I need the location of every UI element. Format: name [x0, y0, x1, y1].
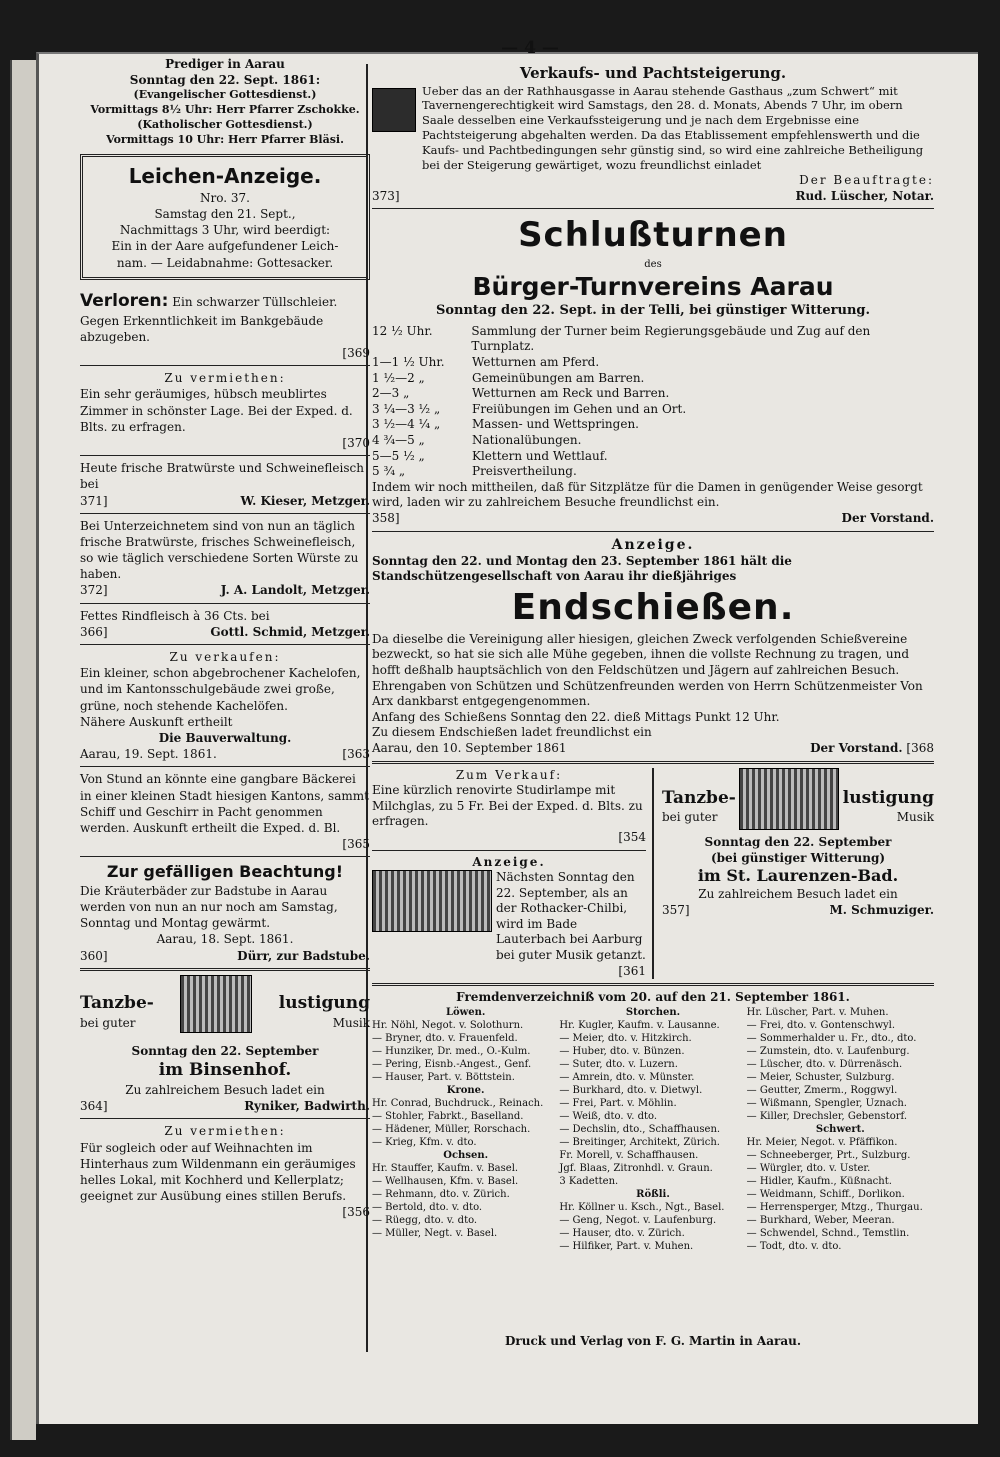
tanz-heading-a: Tanzbe-	[80, 993, 154, 1014]
guest-entry: Hr. Kugler, Kaufm. v. Lausanne.	[559, 1019, 720, 1031]
guest-entry: — Hilfiker, Part. v. Muhen.	[559, 1240, 694, 1252]
prediger-title: Prediger in Aarau	[165, 57, 285, 71]
schedule-row	[372, 449, 934, 465]
ad-signature: Rud. Lüscher, Notar.	[795, 188, 934, 203]
guest-entry: — Bertold, dto. v. dto.	[372, 1201, 483, 1213]
guest-entry: — Herrensperger, Mtzg., Thurgau.	[746, 1201, 923, 1213]
anzeige2-heading: Anzeige.	[472, 854, 546, 869]
guest-entry: — Wißmann, Spengler, Uznach.	[746, 1097, 907, 1109]
ad-number: [361	[618, 963, 646, 978]
anzeige2-ad	[372, 870, 646, 964]
verkaufen-ad	[80, 649, 370, 762]
small-ads-column	[372, 768, 654, 980]
ad-number: [356	[342, 1205, 370, 1220]
schedule-time: 5 ¾ „	[372, 464, 406, 479]
ad-text: Ueber das an der Rathhausgasse in Aarau stehende Gasthaus „zum Schwert“ mit Tavernengerechtigkeit wird Samstags, den 28. d. Monats, Abends 7 Uhr, im obern Saale desselben eine Verkaufssteigerung und je nach dem Ergebnisse eine Pachtsteigerung abgehalten werden. Da das Etablissement empfehlenswerth und die Kaufs- und Pachtbedingungen sehr günstig sind, so wird eine zahlreiche Betheiligung bei der Steigerung gewärtiget, wozu freundlichst einladet	[422, 83, 924, 173]
schedule-desc: Sammlung der Turner beim Regierungsgebäude und Zug auf den Turnplatz.	[471, 323, 871, 354]
ad-text: Von Stund an könnte eine gangbare Bäckerei in einer kleinen Stadt hiesigen Kantons, sammt Schiff und Geschirr in Pacht genommen werden. Auskunft ertheilt die Exped. d. Bl.	[80, 772, 369, 835]
ad-text: Fettes Rindfleisch à 36 Cts. bei	[80, 608, 270, 623]
schedule-desc: Gemeinübungen am Barren.	[472, 370, 645, 385]
ad-number: [370	[342, 435, 370, 450]
guest-entry: Hr. Köllner u. Ksch., Ngt., Basel.	[559, 1201, 725, 1213]
ad-number: 373]	[372, 188, 400, 203]
schedule-desc: Massen- und Wettspringen.	[472, 417, 639, 432]
tanz-invite: Zu zahlreichem Besuch ladet ein	[125, 1083, 325, 1098]
guest-entry: — Schwendel, Schnd., Temstlin.	[746, 1227, 910, 1239]
divider	[80, 1118, 370, 1119]
verloren-heading: Verloren:	[80, 290, 169, 311]
ad-text: Nächsten Sonntag den 22. September, als an der Rothacker-Chilbi, wird im Bade Lauterbach bei Aarburg bei guter Musik getanzt.	[496, 870, 646, 963]
guest-entry: Storchen.	[625, 1006, 681, 1018]
ad-text: Da dieselbe die Vereinigung aller hiesigen, gleichen Zweck verfolgenden Schießvereine bezweckt, so hat sie sich alle Mühe gegeben, ihnen die vollste Rechnung zu tragen, und hofft deßhalb hauptsächlich von den Feldschützen und Jägern auf zahlreichen Besuch.	[372, 631, 909, 677]
left-column	[80, 56, 370, 1221]
schedule-desc: Klettern und Wettlauf.	[472, 448, 608, 463]
schedule-row	[372, 417, 934, 433]
guest-entry: — Meier, Schuster, Sulzburg.	[746, 1071, 895, 1083]
guest-entry: — Breitinger, Architekt, Zürich.	[559, 1136, 720, 1148]
tanz2-heading-b: lustigung	[842, 788, 934, 809]
right-column	[372, 64, 934, 1253]
verloren-ad	[80, 290, 370, 362]
leichen-line: Nachmittags 3 Uhr, wird beerdigt:	[119, 223, 331, 238]
leichen-line: Samstag den 21. Sept.,	[154, 206, 296, 221]
schedule-row	[372, 386, 934, 402]
ad-date: Aarau, 18. Sept. 1861.	[156, 932, 294, 947]
tanz-ad-left	[80, 975, 370, 1115]
verkauf-ad	[372, 84, 934, 174]
tanz2-heading-a: Tanzbe-	[662, 788, 736, 809]
guest-entry: — Schneeberger, Prt., Sulzburg.	[746, 1149, 911, 1161]
two-column-ads	[372, 768, 934, 980]
guest-entry: — Frei, Part. v. Möhlin.	[559, 1097, 677, 1109]
page-number: — 4 —	[501, 38, 559, 58]
guest-entry: — Hunziker, Dr. med., O.-Kulm.	[372, 1045, 531, 1057]
guest-entry: — Suter, dto. v. Luzern.	[559, 1058, 678, 1070]
guest-entry: Krone.	[446, 1084, 485, 1096]
guest-entry: — Amrein, dto. v. Münster.	[559, 1071, 695, 1083]
dance-scene-illustration	[372, 870, 492, 932]
guest-entry: — Lüscher, dto. v. Dürrenäsch.	[746, 1058, 903, 1070]
ad-text: Ehrengaben von Schützen und Schützenfreunden werden von Herrn Schützenmeister Von Arx dankbarst entgegengenommen.	[372, 678, 923, 709]
leichen-title: Leichen-Anzeige.	[128, 163, 322, 188]
ad-signature: Die Bauverwaltung.	[158, 730, 292, 745]
baeckerei-ad	[80, 771, 370, 852]
ad-number: [369	[342, 346, 370, 360]
verkauf-heading: Verkaufs- und Pachtsteigerung.	[519, 64, 787, 82]
guest-entry: — Würgler, dto. v. Uster.	[746, 1162, 871, 1174]
tanz2-weather: (bei günstiger Witterung)	[710, 850, 886, 865]
divider	[80, 968, 370, 971]
imprint: Druck und Verlag von F. G. Martin in Aarau.	[505, 1334, 801, 1348]
divider	[372, 531, 934, 532]
prediger-line: Vormittags 10 Uhr: Herr Pfarrer Bläsi.	[106, 132, 344, 146]
ad-number: 371]	[80, 493, 108, 508]
schedule-row	[372, 371, 934, 387]
divider	[80, 365, 370, 366]
schedule	[372, 324, 934, 480]
divider	[372, 208, 934, 209]
guest-entry: — Hidler, Kaufm., Küßnacht.	[746, 1175, 892, 1187]
ad-signature: Der Vorstand.	[810, 740, 903, 755]
prediger-line: Vormittags 8½ Uhr: Herr Pfarrer Zschokke.	[90, 103, 360, 117]
ad-text: Eine kürzlich renovirte Studirlampe mit Milchglas, zu 5 Fr. Bei der Exped. d. Blts. zu erfragen.	[372, 783, 643, 829]
schedule-time: 5—5 ½ „	[372, 448, 425, 463]
tanz2-place: im St. Laurenzen-Bad.	[697, 866, 899, 886]
schluss-des: des	[644, 258, 662, 270]
ad-text: Bei Unterzeichnetem sind von nun an täglich frische Bratwürste, frisches Schweinefleisch, so wie täglich verschiedene Sorten Würste zu haben.	[80, 518, 359, 582]
leichen-box	[80, 154, 370, 280]
schedule-desc: Nationalübungen.	[472, 433, 582, 448]
guest-entry: — Pering, Eisnb.-Angest., Genf.	[372, 1058, 532, 1070]
guest-entry: Hr. Stauffer, Kaufm. v. Basel.	[372, 1162, 519, 1174]
schluss-date: Sonntag den 22. Sept. in der Telli, bei günstiger Witterung.	[435, 303, 871, 318]
schedule-row	[372, 464, 934, 480]
tanz-place: im Binsenhof.	[158, 1060, 292, 1081]
guest-entry: — Frei, dto. v. Gontenschwyl.	[746, 1019, 896, 1031]
guest-entry: — Stohler, Fabrkt., Baselland.	[372, 1110, 524, 1122]
guest-entry: — Dechslin, dto., Schaffhausen.	[559, 1123, 721, 1135]
ad-text: Ein kleiner, schon abgebrochener Kachelofen, und im Kantonsschulgebäude zwei große, grüne, noch stehende Kachelöfen.	[80, 666, 361, 713]
schedule-row	[372, 433, 934, 449]
guest-entry: — Sommerhalder u. Fr., dto., dto.	[746, 1032, 917, 1044]
guest-entry: — Burkhard, dto. v. Dietwyl.	[559, 1084, 703, 1096]
divider	[80, 856, 370, 857]
verkauf2-heading: Zum Verkauf:	[455, 767, 563, 782]
guest-entry: — Rüegg, dto. v. dto.	[372, 1214, 478, 1226]
schedule-row	[372, 402, 934, 418]
guest-entry: — Wellhausen, Kfm. v. Basel.	[372, 1175, 519, 1187]
guest-entry: — Huber, dto. v. Bünzen.	[559, 1045, 685, 1057]
ad-date: Aarau, 19. Sept. 1861.	[80, 747, 217, 762]
guest-column	[747, 1006, 934, 1253]
ad-number: 364]	[80, 1099, 108, 1114]
schedule-row	[372, 355, 934, 371]
guest-entry: — Geng, Negot. v. Laufenburg.	[559, 1214, 717, 1226]
schedule-time: 1 ½—2 „	[372, 370, 425, 385]
guest-entry: Hr. Nöhl, Negot. v. Solothurn.	[372, 1019, 524, 1031]
divider	[80, 603, 370, 604]
schedule-time: 3 ¼—3 ½ „	[372, 401, 441, 416]
guest-entry: — Killer, Drechsler, Gebenstorf.	[746, 1110, 908, 1122]
leichen-line: Nro. 37.	[200, 190, 250, 205]
schluss-verein: Bürger-Turnvereins Aarau	[472, 271, 834, 301]
tanz-musik: Musik	[332, 1015, 370, 1030]
guest-entry: — Burkhard, Weber, Meeran.	[746, 1214, 895, 1226]
divider	[80, 766, 370, 767]
schedule-time: 2—3 „	[372, 386, 410, 401]
ad-signature: M. Schmuziger.	[829, 902, 934, 917]
guest-entry: Hr. Meier, Negot. v. Pfäffikon.	[746, 1136, 898, 1148]
guest-entry: Ochsen.	[443, 1149, 489, 1161]
guest-entry: Rößli.	[636, 1188, 670, 1200]
beachtung-heading: Zur gefälligen Beachtung!	[106, 862, 344, 882]
prediger-line: Sonntag den 22. Sept. 1861:	[129, 73, 321, 88]
ad-signature: W. Kieser, Metzger.	[240, 493, 370, 508]
schedule-time: 12 ½ Uhr.	[372, 323, 433, 338]
guest-entry: — Hauser, Part. v. Böttstein.	[372, 1071, 515, 1083]
ad-text: Nähere Auskunft ertheilt	[80, 714, 233, 729]
prediger-line: (Katholischer Gottesdienst.)	[137, 118, 313, 132]
tanz-ad-right	[654, 768, 934, 980]
rindfleisch-ad	[80, 608, 370, 640]
schedule-desc: Freiübungen im Gehen und an Ort.	[472, 401, 687, 416]
ad-date: Aarau, den 10. September 1861	[372, 740, 567, 755]
verloren-text: Ein schwarzer Tüllschleier. Gegen Erkenntlichkeit im Bankgebäude abzugeben.	[80, 294, 338, 344]
guest-column	[372, 1006, 559, 1253]
endschiessen-title: Endschießen.	[511, 586, 795, 628]
guest-entry: — Hädener, Müller, Rorschach.	[372, 1123, 531, 1135]
divider	[372, 761, 934, 764]
ad-signature: Der Vorstand.	[841, 511, 934, 526]
guest-entry: — Rehmann, dto. v. Zürich.	[372, 1188, 510, 1200]
ad-text: Für sogleich oder auf Weihnachten im Hinterhaus zum Wildenmann ein geräumiges helles Lokal, mit Kochherd und Kellerplatz; geeignet zur Ausübung eines stillen Berufs.	[80, 1140, 356, 1204]
guest-list	[372, 1006, 934, 1253]
fremden-heading: Fremdenverzeichniß vom 20. auf den 21. September 1861.	[456, 990, 850, 1005]
ad-number: 357]	[662, 902, 690, 917]
schluss-title: Schlußturnen	[518, 215, 788, 256]
dancers-illustration	[180, 975, 252, 1033]
guest-entry: — Bryner, dto. v. Frauenfeld.	[372, 1032, 518, 1044]
guest-entry: — Todt, dto. v. dto.	[746, 1240, 842, 1252]
guest-entry: — Weiß, dto. v. dto.	[559, 1110, 658, 1122]
divider	[372, 850, 646, 851]
page-edge	[10, 60, 36, 1440]
beachtung-ad	[80, 861, 370, 964]
guest-entry: 3 Kadetten.	[559, 1175, 619, 1187]
divider	[80, 455, 370, 456]
leichen-line: Ein in der Aare aufgefundener Leich-	[111, 239, 339, 254]
guest-entry: — Zumstein, dto. v. Laufenburg.	[746, 1045, 910, 1057]
ad-text: Die Kräuterbäder zur Badstube in Aarau werden von nun an nur noch am Samstag, Sonntag und Montag gewärmt.	[80, 883, 338, 931]
guest-entry: Löwen.	[445, 1006, 486, 1018]
ad-signature: Ryniker, Badwirth.	[244, 1099, 370, 1114]
schedule-desc: Wetturnen am Reck und Barren.	[472, 386, 670, 401]
bratwurst-ad-2	[80, 518, 370, 599]
vermiethen-text: Ein sehr geräumiges, hübsch meublirtes Zimmer in schönster Lage. Bei der Exped. d. Blts. zu erfragen.	[80, 387, 353, 434]
verkaufen-heading: Zu verkaufen:	[169, 650, 281, 664]
divider	[372, 983, 934, 986]
schedule-row	[372, 324, 934, 355]
guest-entry: — Hauser, dto. v. Zürich.	[559, 1227, 685, 1239]
ad-number: 360]	[80, 948, 108, 963]
ad-text: Anfang des Schießens Sonntag den 22. dieß Mittags Punkt 12 Uhr.	[372, 709, 780, 724]
schedule-time: 3 ½—4 ¼ „	[372, 417, 441, 432]
guest-entry: — Weidmann, Schiff., Dorlikon.	[746, 1188, 905, 1200]
guest-entry: — Krieg, Kfm. v. dto.	[372, 1136, 477, 1148]
tanz2-invite: Zu zahlreichem Besuch ladet ein	[698, 887, 898, 902]
tanz-guter: bei guter	[80, 1015, 136, 1030]
ad-number: 372]	[80, 583, 108, 598]
tanz2-musik: Musik	[896, 809, 934, 824]
ad-number: [354	[618, 829, 646, 844]
bratwurst-ad-1	[80, 460, 370, 509]
guest-entry: Jgf. Blaas, Zitronhdl. v. Graun.	[559, 1162, 713, 1174]
verkauf-beauftragte: Der Beauftragte:	[799, 173, 934, 188]
guest-column	[559, 1006, 746, 1253]
ad-signature: Dürr, zur Badstube.	[237, 948, 370, 963]
vermiethen-ad	[80, 370, 370, 451]
anzeige-heading: Anzeige.	[611, 536, 695, 553]
schedule-time: 1—1 ½ Uhr.	[372, 355, 445, 370]
guest-entry: — Geutter, Zmerm., Roggwyl.	[746, 1084, 898, 1096]
ad-number: 358]	[372, 511, 400, 526]
tanz-heading-b: lustigung	[278, 993, 370, 1014]
guest-entry: — Müller, Negt. v. Basel.	[372, 1227, 498, 1239]
divider	[80, 513, 370, 514]
schedule-time: 4 ¾—5 „	[372, 433, 425, 448]
ad-signature: J. A. Landolt, Metzger.	[220, 583, 370, 598]
ad-number: [368	[906, 740, 934, 755]
dancers-illustration	[739, 768, 839, 830]
guest-entry: Hr. Lüscher, Part. v. Muhen.	[746, 1006, 889, 1018]
prediger-block	[80, 56, 370, 148]
vermiethen-heading: Zu vermiethen:	[164, 371, 286, 386]
guest-entry: Hr. Conrad, Buchdruck., Reinach.	[372, 1097, 544, 1109]
divider	[80, 644, 370, 645]
ad-number: [365	[342, 837, 370, 852]
guest-entry: Fr. Morell, v. Schaffhausen.	[559, 1149, 699, 1161]
ad-text: Zu diesem Endschießen ladet freundlichst ein	[372, 725, 652, 740]
tanz-date: Sonntag den 22. September	[131, 1043, 319, 1058]
building-icon	[372, 88, 416, 132]
vermiethen-ad-2	[80, 1123, 370, 1220]
prediger-line: (Evangelischer Gottesdienst.)	[133, 88, 317, 102]
tanz2-guter: bei guter	[662, 809, 718, 824]
ad-number: 366]	[80, 624, 108, 639]
tanz2-date: Sonntag den 22. September	[704, 835, 892, 850]
anzeige-intro: Sonntag den 22. und Montag den 23. September 1861 hält die Standschützengesellschaft von Aarau ihr dießjähriges	[372, 553, 792, 584]
vermiethen-heading: Zu vermiethen:	[164, 1124, 286, 1139]
guest-entry: — Meier, dto. v. Hitzkirch.	[559, 1032, 692, 1044]
ad-number: [363	[342, 747, 370, 762]
schedule-desc: Wetturnen am Pferd.	[472, 355, 600, 370]
guest-entry: Schwert.	[815, 1123, 865, 1135]
leichen-line: nam. — Leidabnahme: Gottesacker.	[116, 255, 334, 270]
ad-text: Heute frische Bratwürste und Schweinefleisch bei	[80, 461, 364, 492]
schluss-note: Indem wir noch mittheilen, daß für Sitzplätze für die Damen in genügender Weise gesorgt wird, laden wir zu zahlreichem Besuche freundlichst ein.	[372, 479, 923, 510]
ad-signature: Gottl. Schmid, Metzger.	[210, 624, 370, 639]
schedule-desc: Preisvertheilung.	[472, 464, 577, 479]
